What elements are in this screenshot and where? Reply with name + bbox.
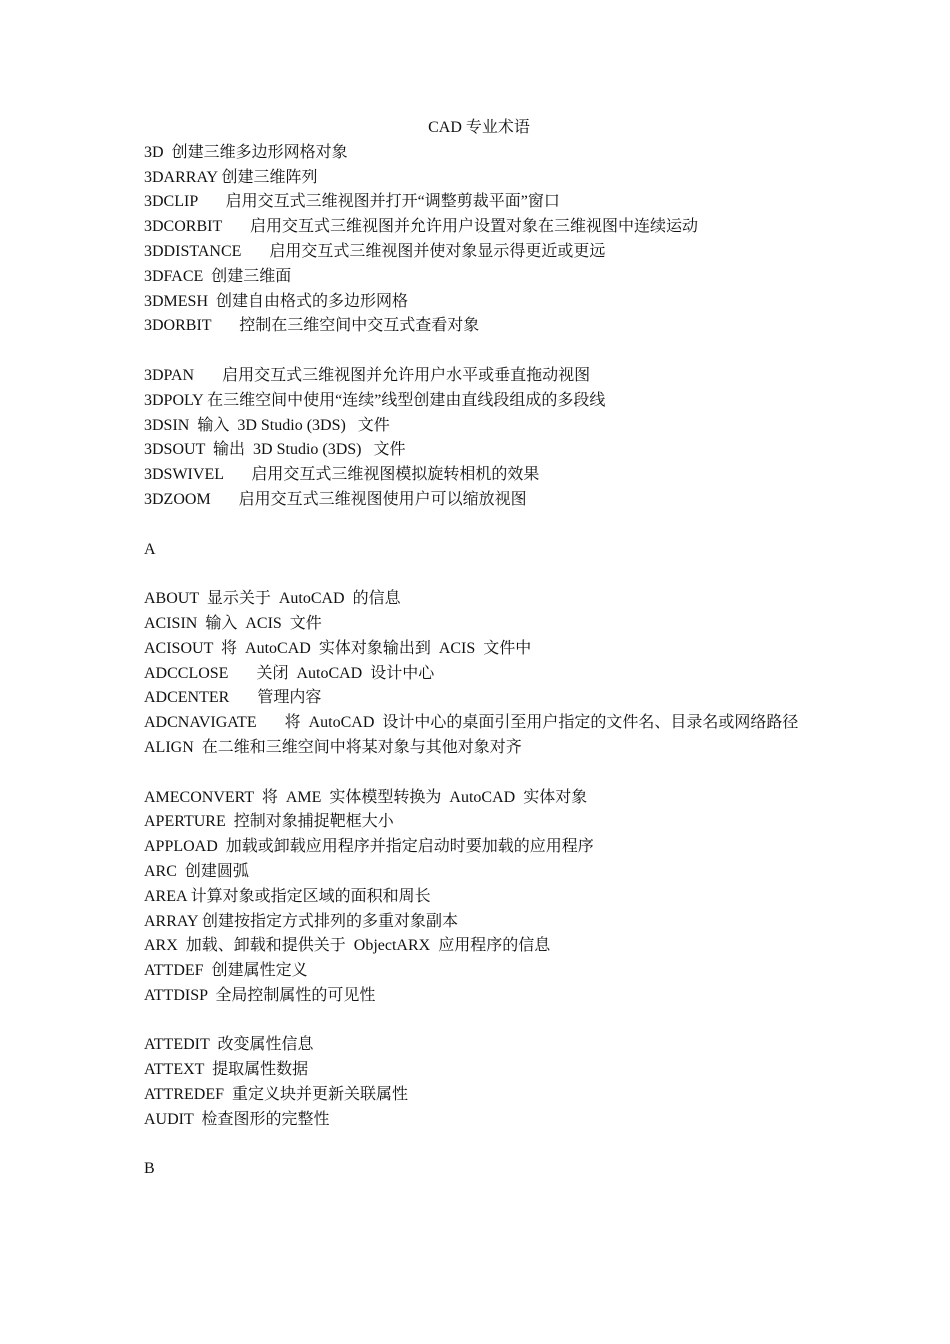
document-title: CAD 专业术语 — [428, 119, 530, 136]
term-entry — [144, 612, 814, 637]
term-definition: 将 AME 实体模型转换为 AutoCAD 实体对象 — [261, 788, 588, 806]
term-entry — [144, 190, 814, 215]
term-entry — [144, 637, 814, 662]
term-definition: 输入 3D Studio (3DS) 文件 — [197, 416, 390, 434]
term-definition: 启用交互式三维视图模拟旋转相机的效果 — [251, 466, 540, 484]
term-definition: 控制在三维空间中交互式查看对象 — [239, 317, 480, 335]
term-entry — [144, 1058, 814, 1083]
term-name: 3DORBIT — [144, 317, 212, 335]
term-entry — [144, 885, 814, 910]
term-name: A — [144, 540, 156, 558]
term-entry — [144, 215, 814, 240]
term-name: APPLOAD — [144, 838, 218, 856]
term-gap — [222, 218, 250, 235]
term-name: AUDIT — [144, 1110, 194, 1128]
term-entry — [144, 587, 814, 612]
term-definition: 全局控制属性的可见性 — [215, 986, 376, 1004]
term-name: 3D — [144, 143, 164, 161]
term-definition: 启用交互式三维视图使用户可以缩放视图 — [238, 490, 527, 508]
term-entry — [144, 959, 814, 984]
term-entry — [144, 1157, 814, 1182]
term-definition: 创建三维多边形网格对象 — [171, 143, 348, 161]
term-definition: 创建按指定方式排列的多重对象副本 — [201, 912, 458, 930]
term-gap — [198, 193, 226, 210]
blank-line — [144, 513, 814, 538]
term-gap — [178, 937, 186, 954]
term-entry — [144, 389, 814, 414]
term-entry — [144, 141, 814, 166]
term-name: ADCENTER — [144, 689, 230, 707]
term-gap — [254, 789, 262, 806]
term-definition: 创建圆弧 — [184, 862, 249, 880]
term-entry — [144, 314, 814, 339]
blank-line — [144, 1009, 814, 1034]
term-entry — [144, 711, 814, 736]
term-entry — [144, 686, 814, 711]
term-entry — [144, 290, 814, 315]
term-definition: 启用交互式三维视图并使对象显示得更近或更远 — [269, 242, 606, 260]
term-gap — [208, 293, 216, 310]
term-list — [144, 141, 814, 1182]
term-entry — [144, 538, 814, 563]
term-name: 3DMESH — [144, 292, 209, 310]
term-name: 3DCORBIT — [144, 218, 222, 236]
term-name: ARX — [144, 937, 178, 955]
term-entry — [144, 1108, 814, 1133]
term-name: ARRAY — [144, 912, 198, 930]
term-gap — [226, 813, 234, 830]
term-gap — [257, 714, 285, 731]
term-gap — [241, 243, 269, 260]
term-entry — [144, 364, 814, 389]
term-entry — [144, 786, 814, 811]
term-definition: 将 AutoCAD 设计中心的桌面引至用户指定的文件名、目录名或网络路径 — [284, 714, 799, 732]
term-definition: 关闭 AutoCAD 设计中心 — [256, 664, 435, 682]
term-entry — [144, 166, 814, 191]
term-definition: 改变属性信息 — [217, 1036, 314, 1054]
term-definition: 创建三维阵列 — [221, 168, 318, 186]
term-gap — [224, 1086, 232, 1103]
term-entry — [144, 414, 814, 439]
term-gap — [194, 739, 202, 756]
term-definition: 在三维空间中使用“连续”线型创建由直线段组成的多段线 — [207, 391, 606, 409]
term-name: ACISOUT — [144, 639, 214, 657]
term-entry — [144, 488, 814, 513]
term-gap — [194, 367, 222, 384]
term-entry — [144, 265, 814, 290]
blank-line — [144, 761, 814, 786]
term-definition: 启用交互式三维视图并允许用户设置对象在三维视图中连续运动 — [249, 218, 698, 236]
term-name: ATTEDIT — [144, 1036, 210, 1054]
term-entry — [144, 860, 814, 885]
term-name: B — [144, 1160, 155, 1178]
term-entry — [144, 984, 814, 1009]
term-definition: 显示关于 AutoCAD 的信息 — [206, 590, 401, 608]
blank-line — [144, 1133, 814, 1158]
term-definition: 启用交互式三维视图并允许用户水平或垂直拖动视图 — [222, 366, 591, 384]
term-entry — [144, 463, 814, 488]
term-entry — [144, 910, 814, 935]
term-name: AREA — [144, 887, 187, 905]
blank-line — [144, 562, 814, 587]
term-definition: 提取属性数据 — [212, 1061, 309, 1079]
term-name: 3DFACE — [144, 267, 204, 285]
term-definition: 加载、卸载和提供关于 ObjectARX 应用程序的信息 — [185, 937, 551, 955]
term-entry — [144, 1083, 814, 1108]
term-gap — [199, 590, 207, 607]
term-definition: 创建三维面 — [211, 267, 292, 285]
term-definition: 将 AutoCAD 实体对象输出到 ACIS 文件中 — [221, 639, 532, 657]
term-name: ARC — [144, 862, 177, 880]
blank-line — [144, 339, 814, 364]
term-gap — [213, 640, 221, 657]
term-definition: 计算对象或指定区域的面积和周长 — [190, 887, 431, 905]
term-gap — [218, 838, 226, 855]
term-name: 3DDISTANCE — [144, 242, 242, 260]
term-gap — [204, 1061, 212, 1078]
term-gap — [228, 665, 256, 682]
term-entry — [144, 736, 814, 761]
term-gap — [229, 689, 257, 706]
term-name: ATTDISP — [144, 986, 208, 1004]
term-entry — [144, 810, 814, 835]
term-name: 3DPOLY — [144, 391, 204, 409]
term-name: ATTREDEF — [144, 1086, 224, 1104]
document-page — [144, 116, 814, 1182]
term-entry — [144, 934, 814, 959]
term-definition: 创建自由格式的多边形网格 — [216, 292, 409, 310]
term-gap — [223, 466, 251, 483]
term-name: 3DCLIP — [144, 193, 198, 211]
term-gap — [211, 317, 239, 334]
term-entry — [144, 662, 814, 687]
term-name: ADCNAVIGATE — [144, 714, 257, 732]
term-name: ABOUT — [144, 590, 199, 608]
term-name: ADCCLOSE — [144, 664, 229, 682]
term-definition: 重定义块并更新关联属性 — [232, 1086, 409, 1104]
term-definition: 检查图形的完整性 — [201, 1110, 330, 1128]
term-definition: 在二维和三维空间中将某对象与其他对象对齐 — [201, 738, 522, 756]
term-gap — [211, 491, 239, 508]
term-definition: 控制对象捕捉靶框大小 — [233, 813, 394, 831]
term-gap — [177, 863, 185, 880]
term-name: ATTDEF — [144, 962, 204, 980]
term-name: 3DSOUT — [144, 441, 206, 459]
term-entry — [144, 1033, 814, 1058]
term-name: 3DZOOM — [144, 490, 211, 508]
term-gap — [164, 144, 172, 161]
term-name: 3DARRAY — [144, 168, 218, 186]
term-name: APERTURE — [144, 813, 226, 831]
term-name: 3DSIN — [144, 416, 190, 434]
term-definition: 输入 ACIS 文件 — [205, 614, 322, 632]
term-name: ALIGN — [144, 738, 194, 756]
term-name: AMECONVERT — [144, 788, 254, 806]
term-name: ATTEXT — [144, 1061, 205, 1079]
term-definition: 启用交互式三维视图并打开“调整剪裁平面”窗口 — [225, 193, 560, 211]
term-definition: 输出 3D Studio (3DS) 文件 — [213, 441, 406, 459]
term-name: 3DSWIVEL — [144, 466, 224, 484]
term-name: ACISIN — [144, 614, 198, 632]
term-definition: 管理内容 — [257, 689, 322, 707]
term-gap — [205, 441, 213, 458]
term-definition: 加载或卸载应用程序并指定启动时要加载的应用程序 — [225, 838, 594, 856]
term-definition: 创建属性定义 — [211, 962, 308, 980]
term-entry — [144, 835, 814, 860]
term-entry — [144, 240, 814, 265]
term-gap — [204, 962, 212, 979]
term-name: 3DPAN — [144, 366, 195, 384]
term-entry — [144, 438, 814, 463]
